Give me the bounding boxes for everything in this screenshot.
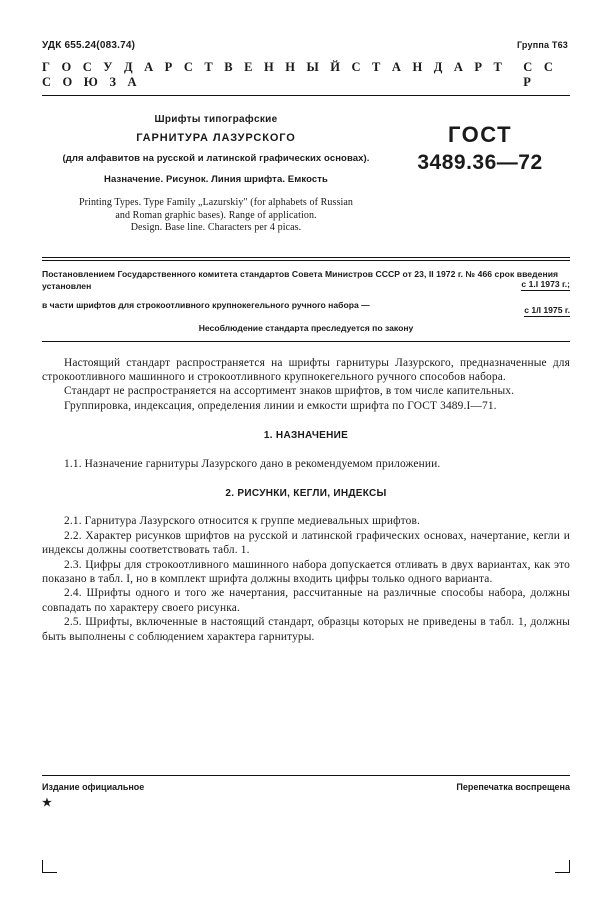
standard-banner-left: Г О С У Д А Р С Т В Е Н Н Ы Й С Т А Н Д А Р Т С О Ю З А: [42, 60, 507, 89]
decree-line-2: установлен: [42, 280, 92, 291]
group-code: Группа Т63: [516, 40, 568, 50]
decree-block: [42, 257, 570, 342]
standard-banner-right: С С Р: [523, 60, 558, 89]
section-2-item-1: 2.1. Гарнитура Лазурского относится к группе медиевальных шрифтов.: [64, 515, 420, 528]
title-english-line-3: Design. Base line. Characters per 4 picas.: [130, 222, 302, 233]
title-english-line-2: and Roman graphic bases). Range of application.: [115, 209, 317, 221]
document-header: [42, 40, 570, 51]
decree-date-2: [524, 304, 570, 316]
gost-identifier: [390, 114, 570, 176]
section-2-heading: 2. РИСУНКИ, КЕГЛИ, ИНДЕКСЫ: [225, 487, 387, 499]
footer-row: [42, 782, 570, 809]
gost-label: ГОСТ: [447, 122, 513, 147]
penalty-notice: Несоблюдение стандарта преследуется по закону: [198, 322, 414, 333]
footer-left-group: [42, 782, 144, 809]
footer-divider: [42, 775, 570, 776]
star-icon: ★: [42, 797, 52, 809]
footer-reprint-label: Перепечатка воспрещена: [456, 782, 570, 792]
title-line-3: (для алфавитов на русской и латинской графических основах).: [62, 153, 370, 164]
title-line-2: ГАРНИТУРА ЛАЗУРСКОГО: [136, 132, 296, 144]
decree-date-2-text: с 1/I 1975 г.: [524, 304, 570, 315]
decree-date-1: [521, 278, 570, 290]
decree-text: [42, 268, 570, 315]
title-block: [42, 114, 570, 235]
title-line-1: Шрифты типографские: [154, 114, 278, 125]
decree-date-1-text: с 1.I 1973 г.;: [521, 278, 570, 289]
section-2-item-4: 2.4. Шрифты одного и того же начертания, рассчитанные на различные способы набора, должны совпадать по характеру своего рисунка.: [42, 587, 570, 614]
decree-line-3: в части шрифтов для строкоотливного крупнокегельного ручного набора —: [42, 299, 370, 310]
title-english-line-1: Printing Types. Type Family „Lazurskiy" (for alphabets of Russian: [78, 197, 354, 208]
corner-mark-right-icon: [555, 860, 570, 873]
document-footer: [42, 775, 570, 809]
document-body: [42, 356, 570, 645]
section-2-item-5: 2.5. Шрифты, включенные в настоящий стандарт, образцы которых не приведены в табл. 1, должны быть выполнены с соблюдением характера гарнитуры.: [42, 616, 570, 643]
title-line-4: Назначение. Рисунок. Линия шрифта. Емкость: [104, 174, 328, 185]
decree-line-1: Постановлением Государственного комитета стандартов Совета Министров СССР от 23, II 1972 г. № 466 срок введения: [42, 268, 559, 279]
decree-rule-top-2: [42, 260, 570, 261]
decree-rule-bottom: [42, 341, 570, 342]
corner-mark-left-icon: [42, 860, 57, 873]
section-1-heading: 1. НАЗНАЧЕНИЕ: [263, 430, 349, 442]
document-sheet: [42, 40, 570, 644]
intro-paragraph-2: Стандарт не распространяется на ассортимент знаков шрифтов, в том числе капительных.: [64, 385, 515, 398]
intro-paragraph-1: Настоящий стандарт распространяется на шрифты гарнитуры Лазурского, предназначенные для строкоотливного машинного и строкоотливного крупнокегельного ручного способов набора.: [42, 356, 570, 383]
standard-banner: [42, 60, 570, 90]
decree-rule-top: [42, 257, 570, 258]
gost-number: 3489.36—72: [417, 151, 543, 174]
header-divider: [42, 95, 570, 96]
section-2-item-2: 2.2. Характер рисунков шрифтов на русской и латинской графических основах, начертание, кегли и индексы должны соответствовать табл. 1.: [42, 529, 570, 557]
section-1-item-1: 1.1. Назначение гарнитуры Лазурского дано в рекомендуемом приложении.: [64, 457, 441, 470]
intro-paragraph-3: Группировка, индексация, определения линии и емкости шрифта по ГОСТ 3489.I—71.: [64, 399, 497, 412]
footer-edition-label: Издание официальное: [42, 782, 145, 792]
section-2-item-3: 2.3. Цифры для строкоотливного машинного набора допускается отливать в двух вариантах, как это показано в табл. I, но в комплект шрифта должны входить цифры только одного варианта.: [42, 558, 570, 585]
udk-code: УДК 655.24(083.74): [42, 40, 136, 51]
title-text-group: [42, 114, 390, 235]
title-english: [42, 197, 390, 235]
